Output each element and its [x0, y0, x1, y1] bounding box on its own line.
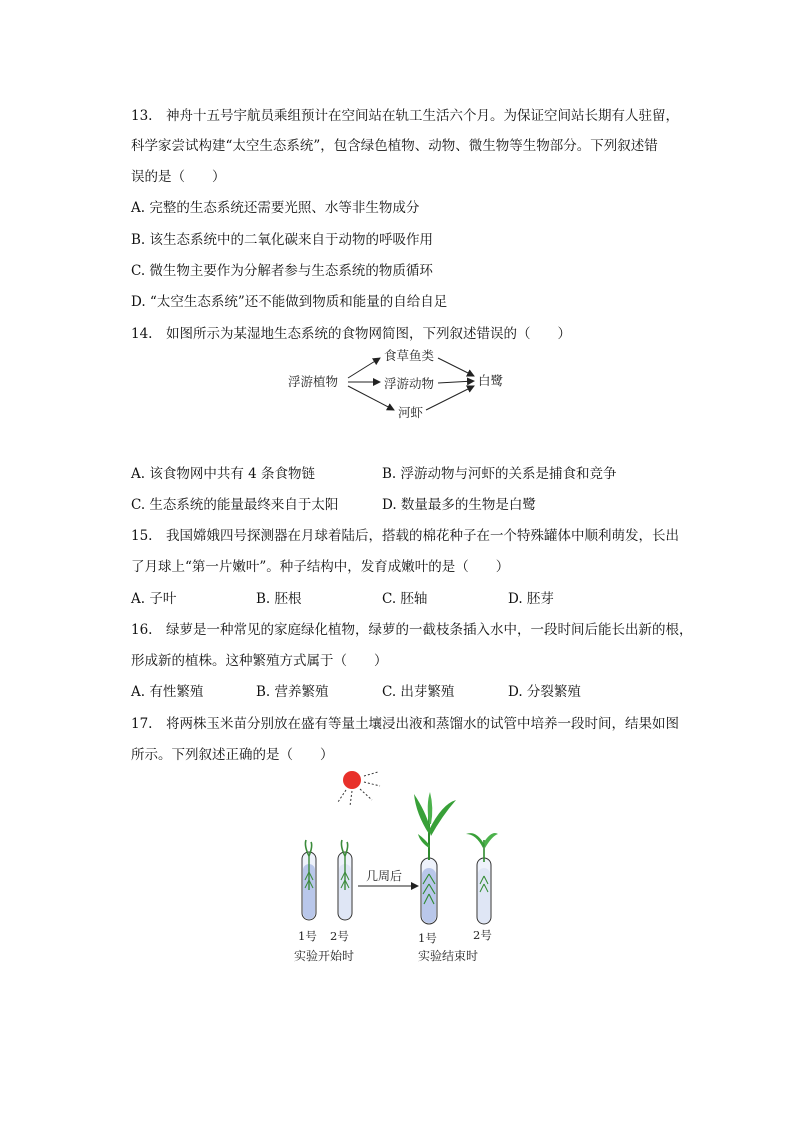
start-tube-2-label: 2号 — [330, 929, 349, 943]
start-tube-2 — [338, 840, 352, 920]
food-web-diagram — [280, 340, 520, 430]
q13-stem-line2: 科学家尝试构建“太空生态系统”，包含绿色植物、动物、微生物等生物部分。下列叙述错 — [131, 138, 658, 154]
q14-option-c: C. 生态系统的能量最终来自于太阳 — [131, 497, 339, 513]
q16-option-b: B. 营养繁殖 — [256, 684, 329, 700]
q13-option-b: B. 该生态系统中的二氧化碳来自于动物的呼吸作用 — [131, 232, 434, 248]
end-tube-1-label: 1号 — [418, 931, 437, 945]
food-web-grass-fish: 食草鱼类 — [384, 348, 435, 363]
q15-stem-line1: 15. 我国嫦娥四号探测器在月球着陆后，搭载的棉花种子在一个特殊罐体中顺利萌发，长出 — [131, 528, 679, 544]
q15-option-b: B. 胚根 — [256, 591, 302, 607]
start-tube-1-label: 1号 — [298, 929, 317, 943]
q14-option-d: D. 数量最多的生物是白鹭 — [382, 497, 536, 513]
start-tube-1 — [302, 840, 316, 920]
caption-end: 实验结束时 — [418, 949, 479, 963]
weeks-later-label: 几周后 — [366, 869, 403, 883]
q15-stem-line2: 了月球上“第一片嫩叶”。种子结构中，发育成嫩叶的是（ ） — [131, 559, 510, 575]
caption-start: 实验开始时 — [294, 949, 355, 963]
food-web-producer: 浮游植物 — [288, 374, 339, 389]
food-web-zooplankton: 浮游动物 — [384, 376, 435, 391]
q17-stem-line2: 所示。下列叙述正确的是（ ） — [131, 747, 334, 763]
q16-option-c: C. 出芽繁殖 — [382, 684, 455, 700]
q16-option-d: D. 分裂繁殖 — [508, 684, 581, 700]
q13-stem-line1: 13. 神舟十五号宇航员乘组预计在空间站在轨工生活六个月。为保证空间站长期有人驻留， — [131, 108, 679, 124]
q17-stem-line1: 17. 将两株玉米苗分别放在盛有等量土壤浸出液和蒸馏水的试管中培养一段时间，结果如图 — [131, 716, 679, 732]
q13-option-c: C. 微生物主要作为分解者参与生态系统的物质循环 — [131, 263, 433, 279]
q15-option-a: A. 子叶 — [131, 591, 177, 607]
q13-stem-line3: 误的是（ ） — [131, 169, 226, 185]
q14-option-b: B. 浮游动物与河虾的关系是捕食和竞争 — [382, 466, 617, 482]
corn-seedling-experiment-figure — [280, 764, 520, 969]
q14-option-a: A. 该食物网中共有 4 条食物链 — [131, 466, 316, 482]
end-tube-2-label: 2号 — [473, 928, 492, 942]
q16-option-a: A. 有性繁殖 — [131, 684, 204, 700]
q15-option-c: C. 胚轴 — [382, 591, 428, 607]
q13-option-d: D. “太空生态系统”还不能做到物质和能量的自给自足 — [131, 294, 448, 310]
end-tube-1 — [414, 792, 456, 924]
q16-stem-line1: 16. 绿萝是一种常见的家庭绿化植物，绿萝的一截枝条插入水中，一段时间后能长出新的根， — [131, 622, 693, 638]
q14-stem: 14. 如图所示为某湿地生态系统的食物网简图，下列叙述错误的（ ） — [131, 326, 571, 342]
food-web-egret: 白鹭 — [478, 373, 504, 388]
end-tube-2 — [466, 833, 498, 924]
q15-option-d: D. 胚芽 — [508, 591, 554, 607]
sun-icon — [338, 771, 380, 806]
q16-stem-line2: 形成新的植株。这种繁殖方式属于（ ） — [131, 653, 388, 669]
food-web-shrimp: 河虾 — [398, 405, 424, 420]
q13-option-a: A. 完整的生态系统还需要光照、水等非生物成分 — [131, 200, 420, 216]
